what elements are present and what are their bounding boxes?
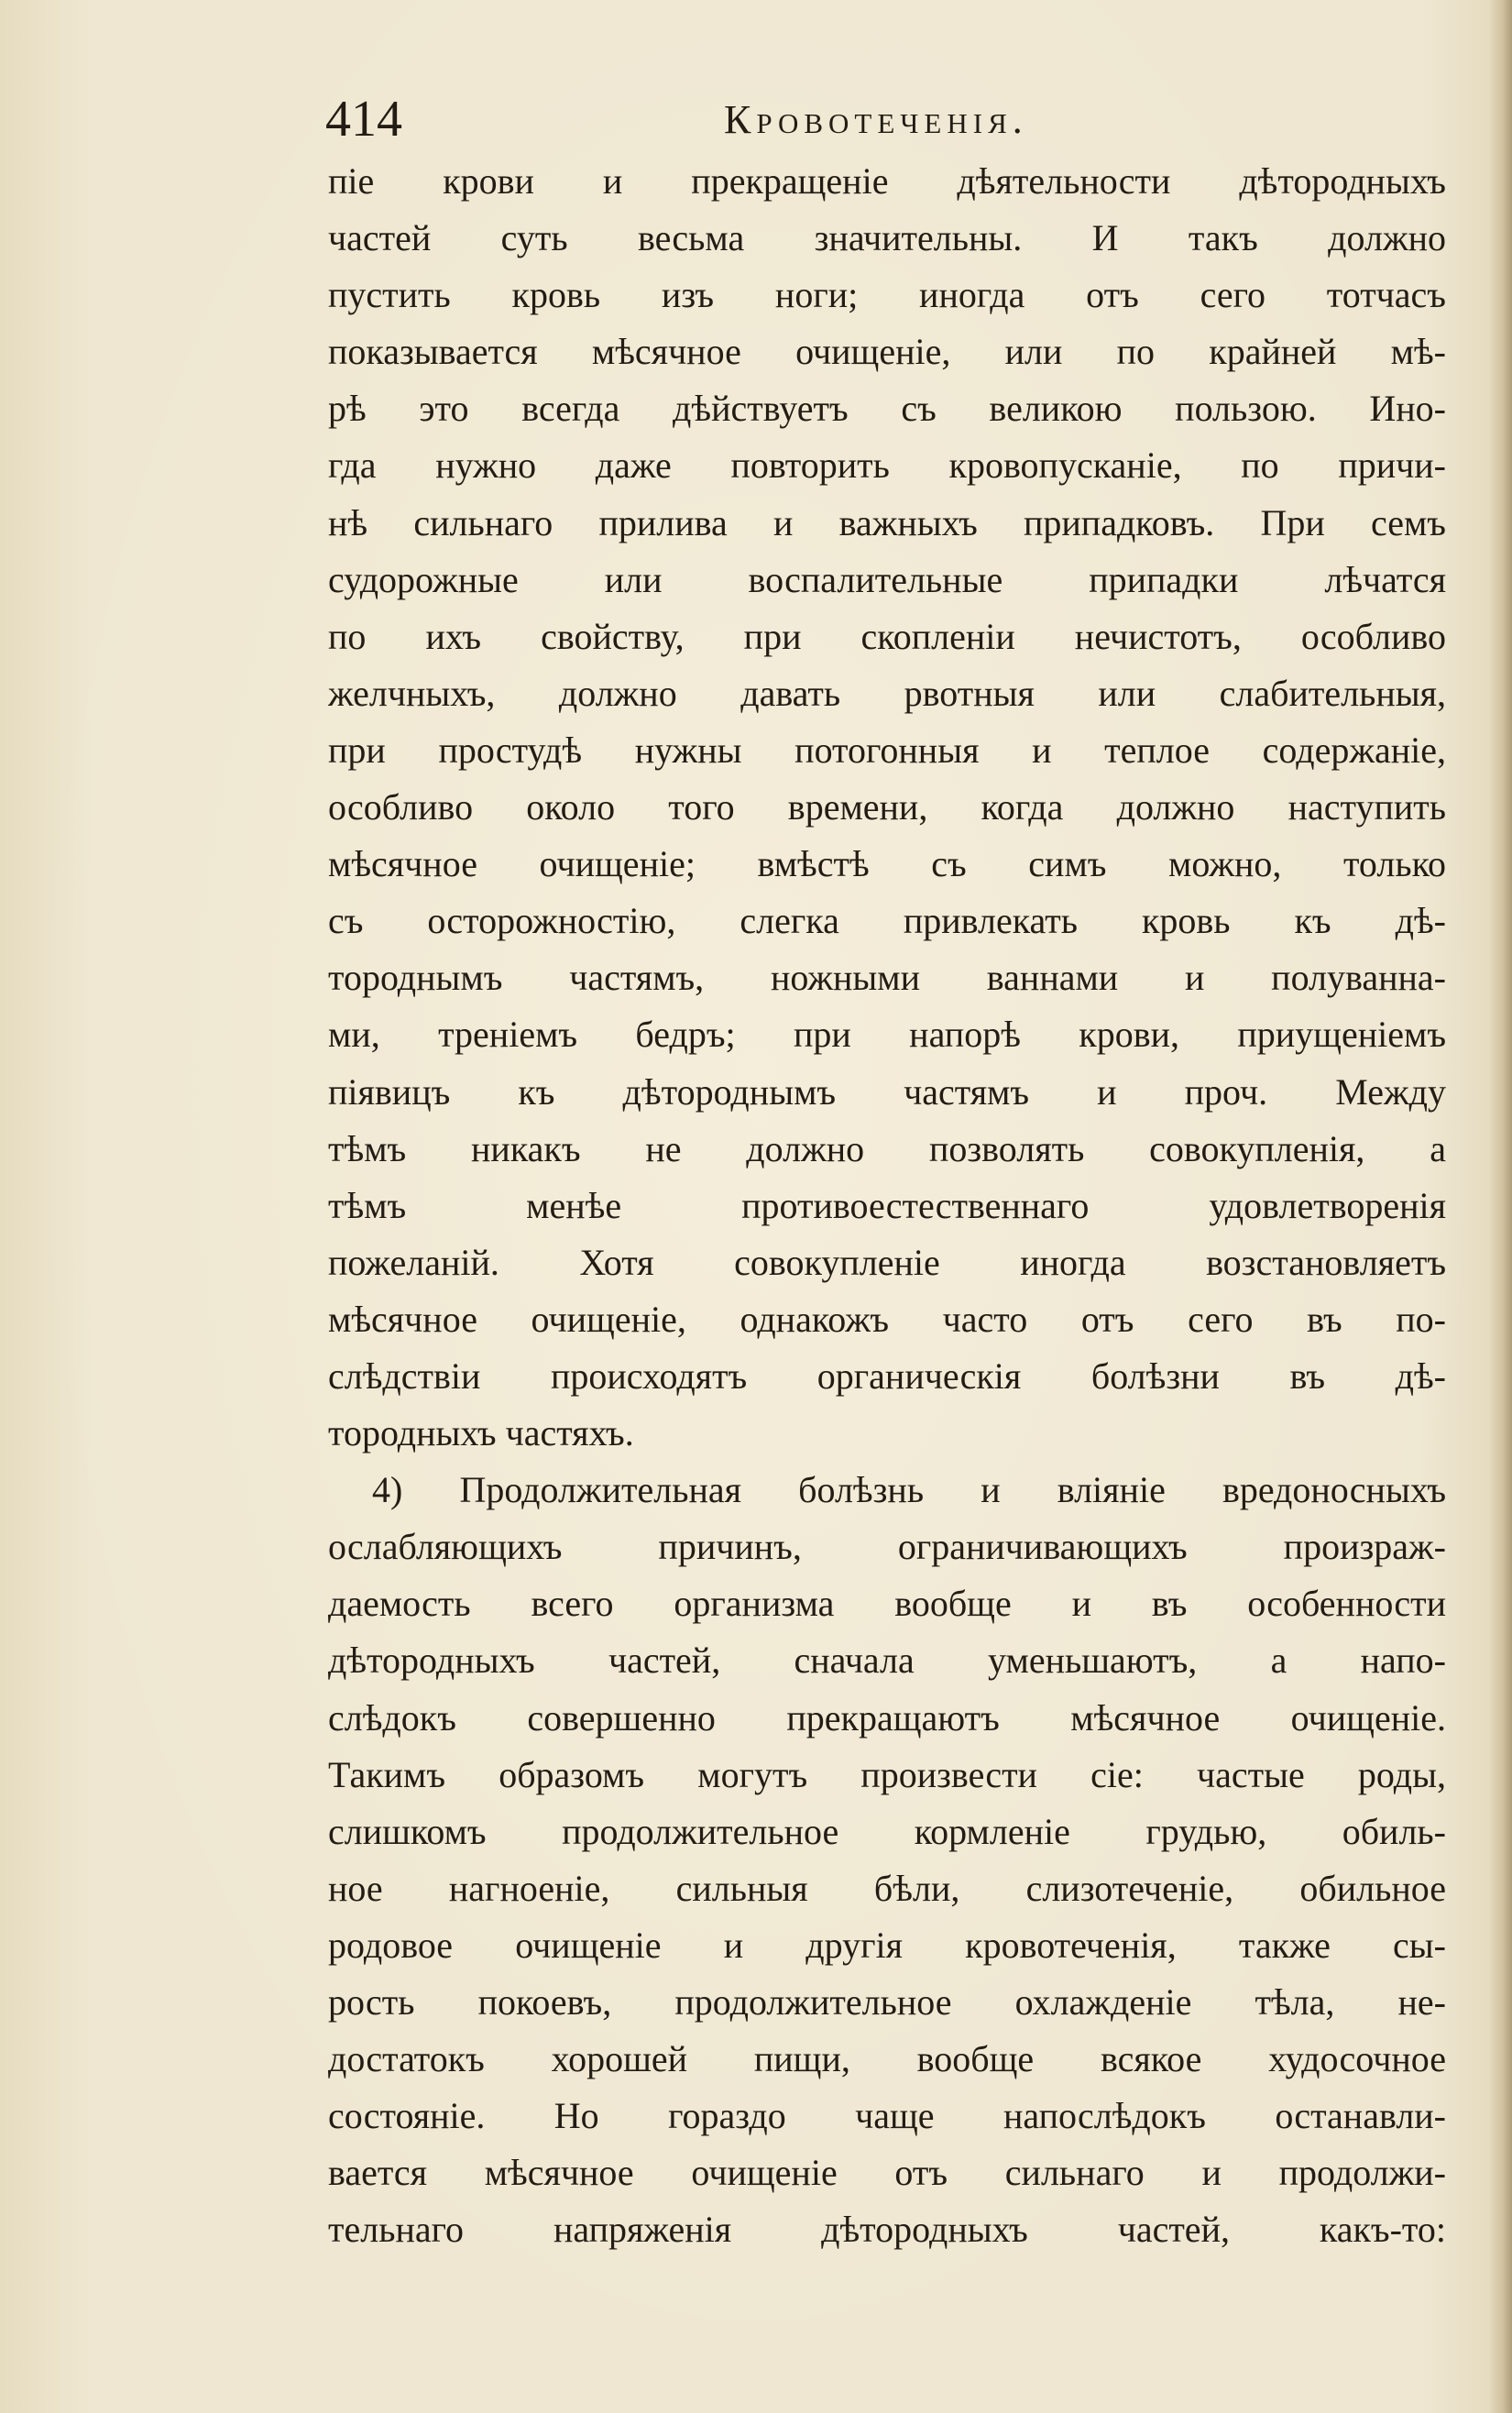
text-line: съ осторожностію, слегка привлекать кровь къ дѣ-: [328, 900, 1446, 942]
text-line: мѣсячное очищеніе; вмѣстѣ съ симъ можно, только: [328, 843, 1446, 885]
text-line: рѣ это всегда дѣйствуетъ съ великою пользою. Ино-: [328, 388, 1446, 430]
text-line: пожеланій. Хотя совокупленіе иногда возстановляетъ: [328, 1241, 1446, 1283]
paragraph-end-line: тородныхъ частяхъ.: [328, 1412, 634, 1454]
text-line: ослабляющихъ причинъ, ограничивающихъ произраж-: [328, 1526, 1446, 1568]
text-line: пустить кровь изъ ноги; иногда отъ сего тотчасъ: [328, 274, 1446, 316]
page-edge-shadow: [1488, 0, 1512, 2413]
text-line: частей суть весьма значительны. И такъ должно: [328, 217, 1446, 259]
text-line: состояніе. Но гораздо чаще напослѣдокъ останавли-: [328, 2095, 1446, 2137]
text-line: родовое очищеніе и другія кровотеченія, также сы-: [328, 1924, 1446, 1966]
text-line: даемость всего организма вообще и въ особенности: [328, 1583, 1446, 1625]
text-line: достатокъ хорошей пищи, вообще всякое худосочное: [328, 2038, 1446, 2080]
text-line: тельнаго напряженія дѣтородныхъ частей, какъ-то:: [328, 2209, 1446, 2251]
text-line: піявицъ къ дѣтороднымъ частямъ и проч. Между: [328, 1070, 1446, 1113]
paragraph-start-line: 4) Продолжительная болѣзнь и вліяніе вредоносныхъ: [372, 1469, 1446, 1511]
text-line: ное нагноеніе, сильныя бѣли, слизотеченіе, обильное: [328, 1867, 1446, 1909]
body-text: [328, 153, 1446, 2258]
text-line: слѣдокъ совершенно прекращаютъ мѣсячное очищеніе.: [328, 1696, 1446, 1738]
text-line: тѣмъ менѣе противоестественнаго удовлетворенія: [328, 1184, 1446, 1226]
text-line: піе крови и прекращеніе дѣятельности дѣтородныхъ: [328, 160, 1446, 202]
text-line: нѣ сильнаго прилива и важныхъ припадковъ. При семъ: [328, 501, 1446, 543]
text-line: ми, треніемъ бедръ; при напорѣ крови, приущеніемъ: [328, 1014, 1446, 1056]
text-line: Такимъ образомъ могутъ произвести сіе: частые роды,: [328, 1753, 1446, 1795]
text-line: тѣмъ никакъ не должно позволять совокупленія, а: [328, 1127, 1446, 1169]
page-header: [325, 87, 1471, 151]
text-line: при простудѣ нужны потогонныя и теплое содержаніе,: [328, 729, 1446, 771]
text-line: желчныхъ, должно давать рвотныя или слабительныя,: [328, 672, 1446, 714]
text-line: мѣсячное очищеніе, однакожъ часто отъ сего въ по-: [328, 1298, 1446, 1340]
text-line: рость покоевъ, продолжительное охлажденіе тѣла, не-: [328, 1981, 1446, 2023]
running-title: Кровотеченія.: [724, 97, 1028, 142]
text-line: особливо около того времени, когда должно наступить: [328, 786, 1446, 828]
text-line: гда нужно даже повторить кровопусканіе, по причи-: [328, 444, 1446, 487]
text-line: вается мѣсячное очищеніе отъ сильнаго и продолжи-: [328, 2152, 1446, 2194]
page-number: 414: [325, 91, 402, 148]
text-line: показывается мѣсячное очищеніе, или по крайней мѣ-: [328, 331, 1446, 373]
text-line: по ихъ свойству, при скопленіи нечистотъ, особливо: [328, 615, 1446, 657]
text-line: судорожные или воспалительные припадки лѣчатся: [328, 558, 1446, 600]
text-line: слѣдствіи происходятъ органическія болѣзни въ дѣ-: [328, 1355, 1446, 1397]
text-line: тороднымъ частямъ, ножными ваннами и полуванна-: [328, 957, 1446, 999]
text-line: дѣтородныхъ частей, сначала уменьшаютъ, а напо-: [328, 1640, 1446, 1682]
text-line: слишкомъ продолжительное кормленіе грудью, обиль-: [328, 1810, 1446, 1852]
